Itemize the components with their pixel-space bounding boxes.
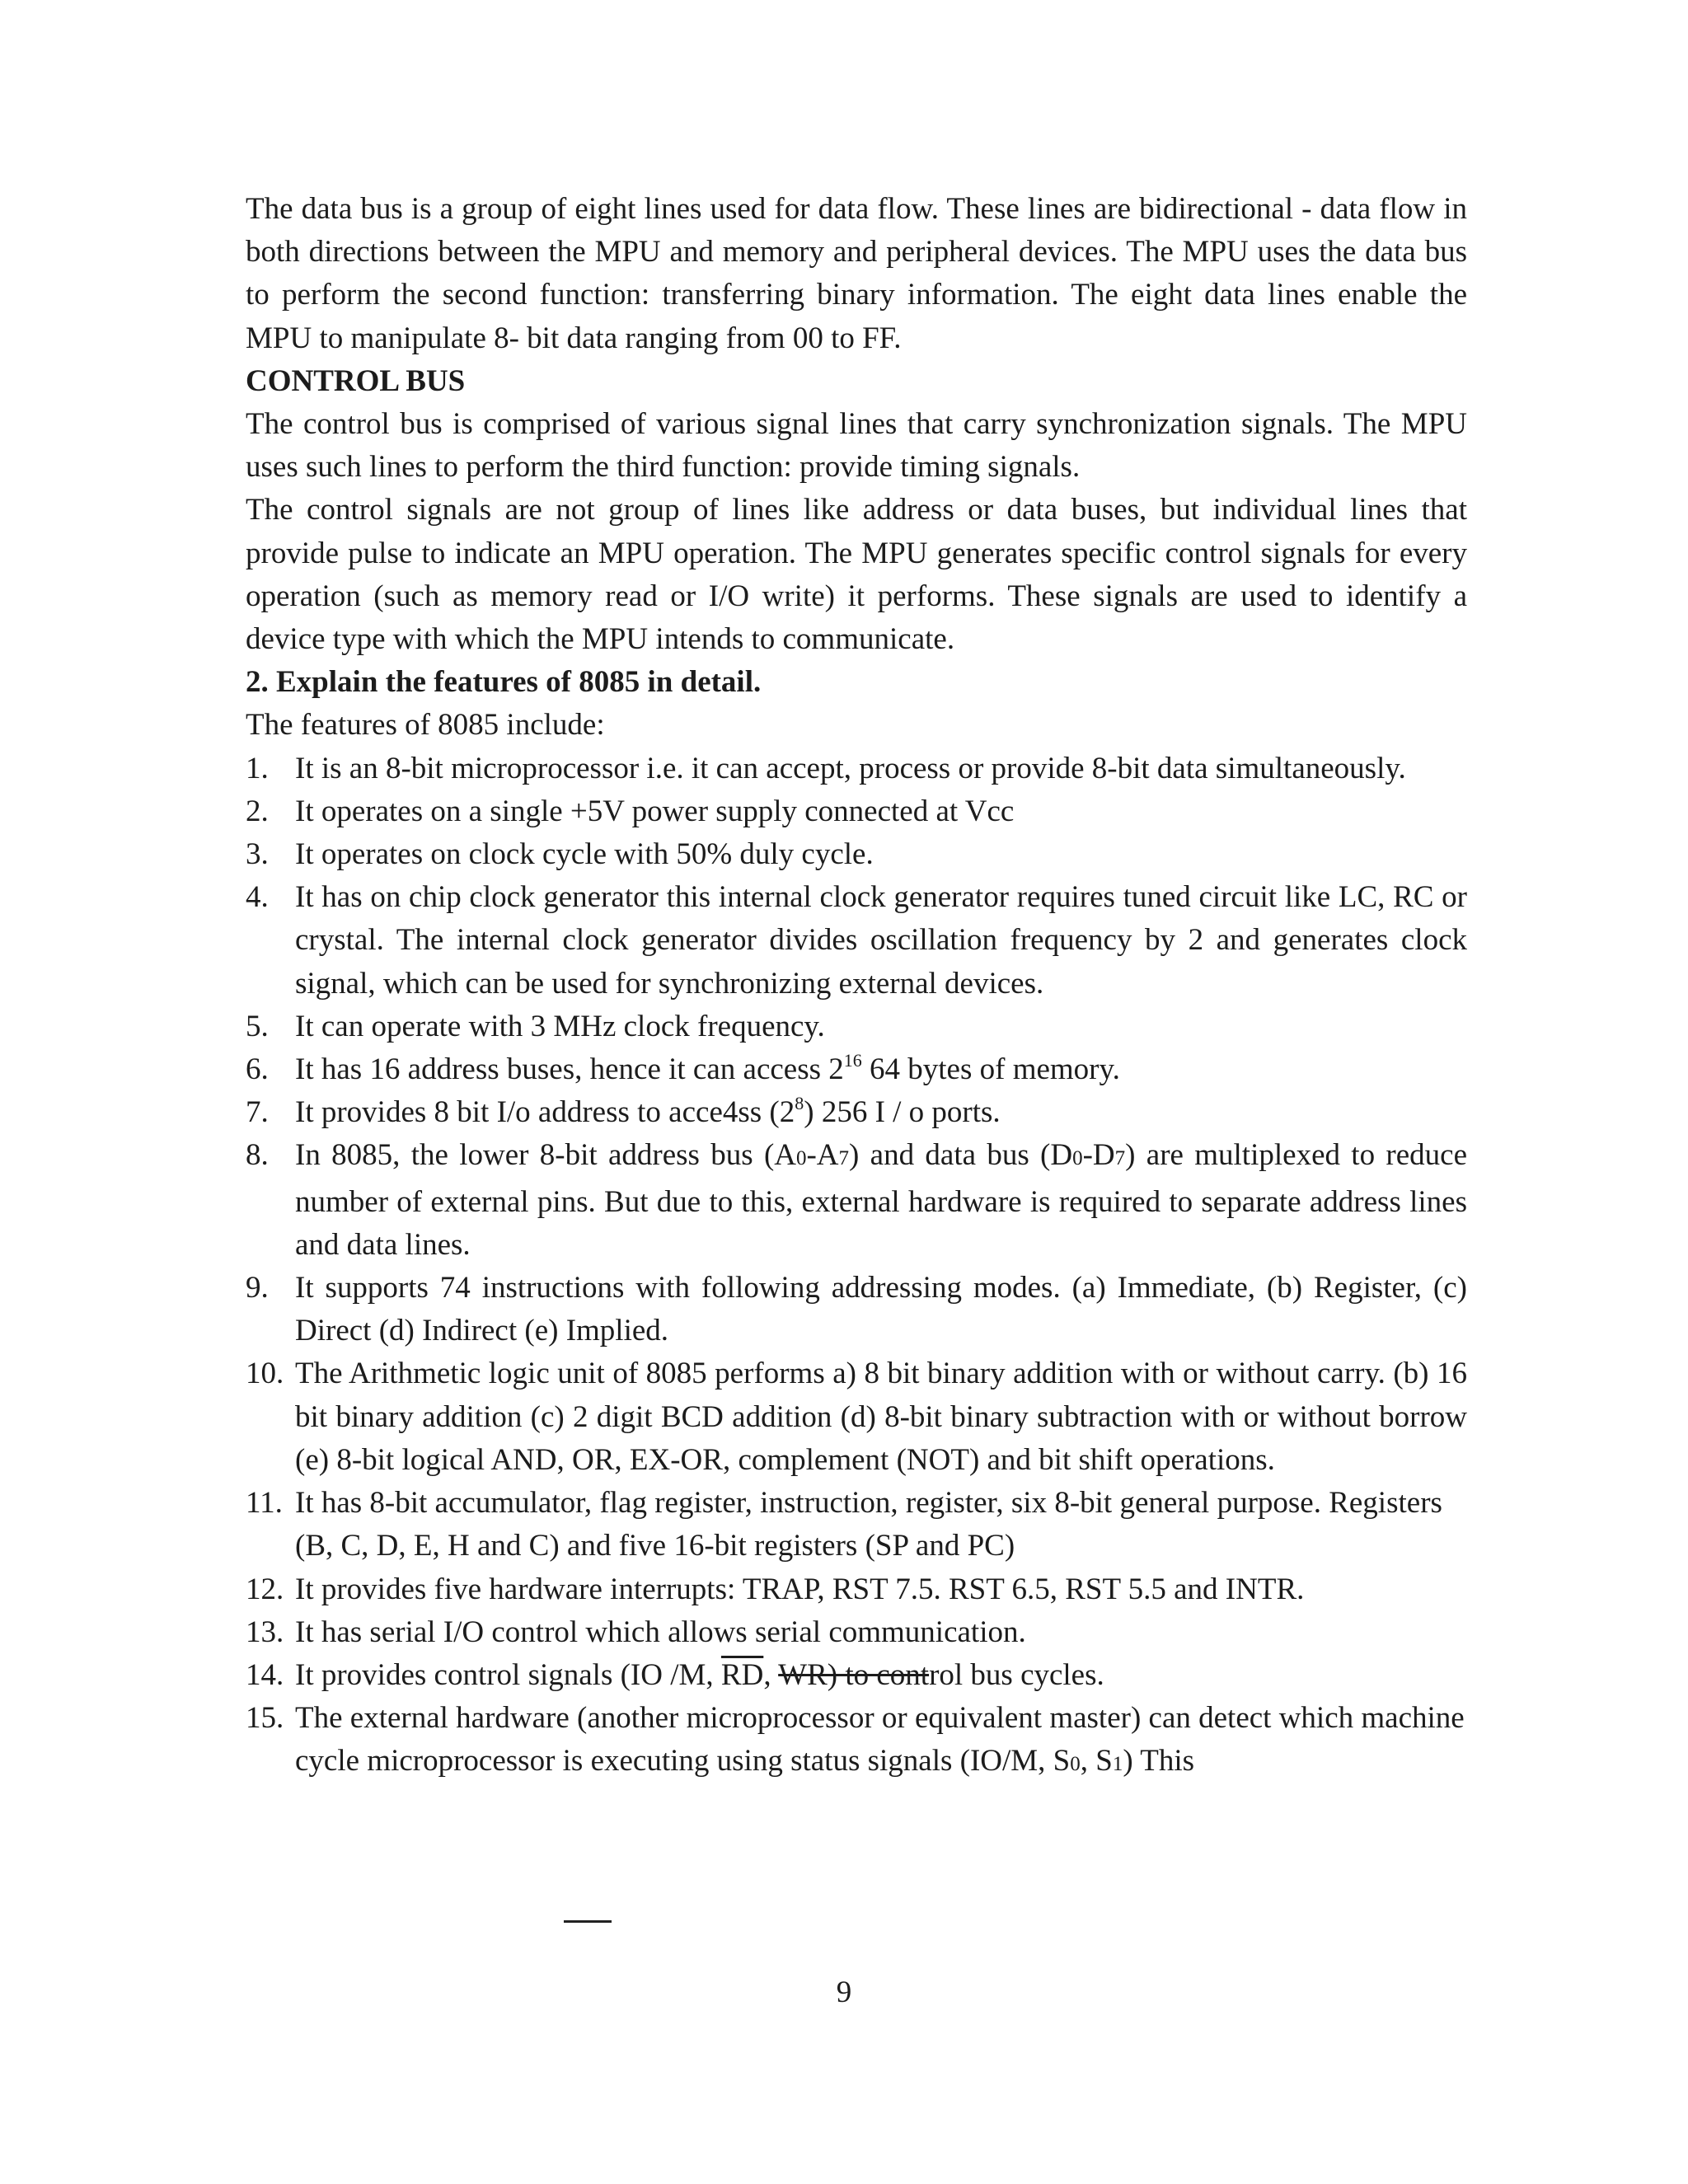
feature-text: -A (806, 1138, 839, 1173)
feature-number: 1. (246, 751, 269, 785)
feature-number: 14. (246, 1657, 284, 1692)
feature-item-2 (246, 790, 1467, 833)
feature-item-10 (246, 1352, 1467, 1482)
subscript: 1 (1112, 1753, 1123, 1776)
feature-text: It has 16 address buses, hence it can access 2 (295, 1052, 844, 1087)
feature-item-4 (246, 876, 1467, 1005)
feature-text: ) and data bus (D (849, 1138, 1073, 1173)
feature-text: -D (1082, 1138, 1115, 1173)
data-bus-paragraph: The data bus is a group of eight lines used for data flow. These lines are bidirectional - data flow in both directions between the MPU and memory and peripheral devices. The MPU uses the data bus to perform the second function: transferring binary information. The eight data lines enable the MPU to manipulate 8- bit data ranging from 00 to FF. (246, 192, 1467, 355)
feature-text: ) 256 I / o ports. (804, 1095, 1001, 1130)
feature-item-14 (246, 1654, 1467, 1697)
feature-item-12 (246, 1568, 1467, 1611)
feature-number: 11. (246, 1486, 283, 1521)
feature-item-15 (246, 1697, 1467, 1786)
subscript: 7 (1114, 1147, 1126, 1170)
feature-number: 15. (246, 1701, 284, 1736)
feature-item-8 (246, 1134, 1467, 1267)
feature-number: 7. (246, 1095, 269, 1130)
feature-text: 64 bytes of memory. (861, 1052, 1120, 1087)
stray-line-mark (564, 1920, 612, 1923)
subscript: 0 (795, 1147, 807, 1170)
feature-item-6 (246, 1048, 1467, 1091)
rd-signal: $\overline{RD}$ (720, 1657, 764, 1692)
feature-number: 13. (246, 1615, 284, 1649)
feature-number: 12. (246, 1572, 284, 1606)
struck-text: WR) to cont (778, 1657, 930, 1692)
subscript: 0 (1070, 1753, 1081, 1776)
feature-item-9 (246, 1267, 1467, 1352)
page-number: 9 (836, 1975, 852, 2009)
feature-text: rol bus cycles. (929, 1657, 1104, 1692)
feature-item-7 (246, 1091, 1467, 1134)
feature-text: The Arithmetic logic unit of 8085 performs a) 8 bit binary addition with or without carry. (b) 16 bit binary addition (c) 2 digit BCD addition (d) 8-bit binary subtraction with or without borrow (e) 8-bit logical AND, OR, EX-OR, complement (NOT) and bit shift operations. (295, 1357, 1467, 1477)
feature-item-1 (246, 748, 1467, 790)
control-bus-paragraph-2: The control signals are not group of lines like address or data buses, but individual lines that provide pulse to indicate an MPU operation. The MPU generates specific control signals for every operation (such as memory read or I/O write) it performs. These signals are used to identify a device type with which the MPU intends to communicate. (246, 493, 1467, 657)
feature-text: It supports 74 instructions with following addressing modes. (a) Immediate, (b) Register, (c) Direct (d) Indirect (e) Implied. (295, 1271, 1467, 1348)
feature-text: It has 8-bit accumulator, flag register, instruction, register, six 8-bit general purpose. Registers (B, C, D, E, H and C) and five 16-bit registers (SP and PC) (295, 1486, 1442, 1563)
feature-number: 9. (246, 1271, 269, 1305)
feature-item-11 (246, 1482, 1467, 1568)
feature-number: 5. (246, 1009, 269, 1043)
feature-text: , (763, 1657, 779, 1692)
feature-text: It is an 8-bit microprocessor i.e. it can accept, process or provide 8-bit data simultaneously. (295, 751, 1406, 785)
feature-text: It provides control signals (IO /M, (295, 1657, 721, 1692)
features-intro: The features of 8085 include: (246, 708, 605, 743)
feature-number: 3. (246, 837, 269, 872)
feature-item-5 (246, 1005, 1467, 1048)
feature-text: , S (1080, 1744, 1113, 1779)
superscript: 8 (795, 1093, 804, 1114)
control-bus-heading: CONTROL BUS (246, 363, 466, 398)
feature-text: It can operate with 3 MHz clock frequency. (295, 1009, 825, 1043)
document-body (246, 188, 1467, 1787)
feature-number: 4. (246, 880, 269, 915)
feature-text: It operates on a single +5V power supply connected at Vcc (295, 794, 1015, 828)
feature-number: 8. (246, 1138, 269, 1173)
superscript: 16 (843, 1050, 862, 1071)
feature-text: It has on chip clock generator this internal clock generator requires tuned circuit like LC, RC or crystal. The internal clock generator divides oscillation frequency by 2 and generates clock signal, which can be used for synchronizing external devices. (295, 880, 1467, 1001)
feature-text: The external hardware (another microprocessor or equivalent master) can detect which machine cycle microprocessor is executing using status signals (IO/M, S (295, 1701, 1465, 1779)
feature-number: 2. (246, 794, 269, 828)
control-bus-paragraph-1: The control bus is comprised of various signal lines that carry synchronization signals. The MPU uses such lines to perform the third function: provide timing signals. (246, 407, 1467, 485)
feature-number: 10. (246, 1357, 284, 1391)
subscript: 0 (1072, 1147, 1083, 1170)
features-list (246, 748, 1467, 1787)
question-heading: 2. Explain the features of 8085 in detail. (246, 665, 762, 700)
feature-text: ) are multiplexed to reduce number of external pins. But due to this, external hardware is required to separate address lines and data lines. (295, 1138, 1467, 1262)
feature-text: In 8085, the lower 8-bit address bus (A (295, 1138, 796, 1173)
feature-text: It has serial I/O control which allows serial communication. (295, 1615, 1026, 1649)
subscript: 7 (838, 1147, 850, 1170)
feature-item-13 (246, 1611, 1467, 1654)
feature-item-3 (246, 833, 1467, 876)
feature-text: It provides five hardware interrupts: TRAP, RST 7.5. RST 6.5, RST 5.5 and INTR. (295, 1572, 1305, 1606)
feature-text: ) This (1123, 1744, 1195, 1779)
feature-text: It operates on clock cycle with 50% duly cycle. (295, 837, 874, 872)
feature-number: 6. (246, 1052, 269, 1087)
feature-text: It provides 8 bit I/o address to acce4ss (2 (295, 1095, 795, 1130)
